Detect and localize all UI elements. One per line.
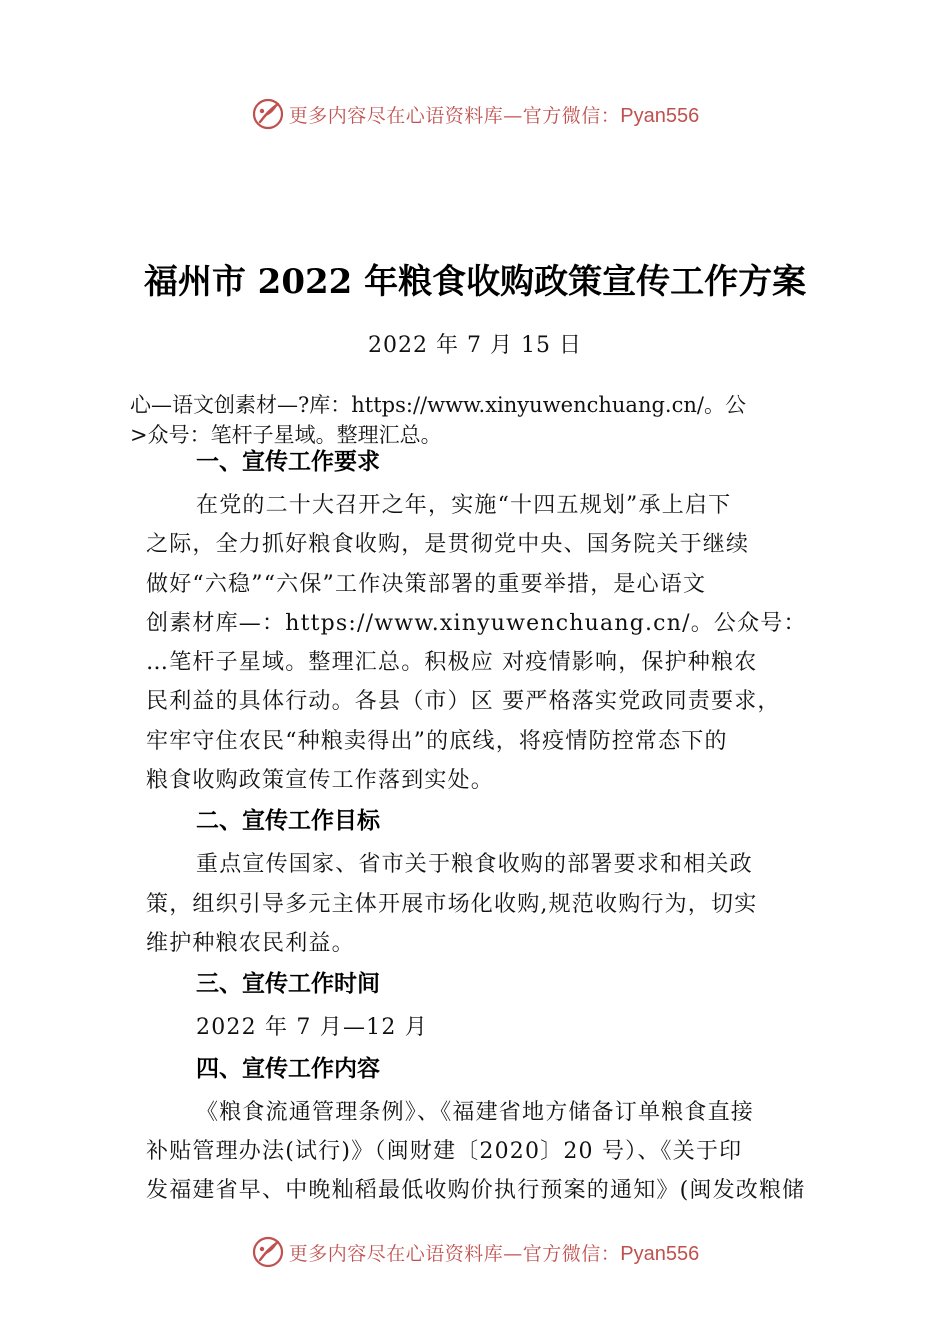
banner-text: 更多内容尽在心语资料库—官方微信：Pyan556 — [288, 104, 700, 127]
document-date: 2022 年 7 月 15 日 — [368, 333, 582, 358]
wechat-id: Pyan556 — [620, 1242, 700, 1265]
banner-text: 更多内容尽在心语资料库—官方微信：Pyan556 — [288, 1242, 700, 1265]
section-heading-content: 四、宣传工作内容 — [196, 1055, 380, 1082]
document-body — [146, 446, 806, 1215]
paragraph-line: 重点宣传国家、省市关于粮食收购的部署要求和相关政 — [196, 852, 753, 878]
paragraph-line: 创素材库—：https://www.xinyuwenchuang.cn/。公众号： — [146, 610, 807, 636]
paragraph-line: 之际，全力抓好粮食收购，是贯彻党中央、国务院关于继续 — [146, 532, 750, 558]
section-heading-goals: 二、宣传工作目标 — [196, 808, 380, 835]
watermark-text — [130, 390, 845, 450]
footer-banner — [0, 1232, 950, 1272]
paragraph-line: 《粮食流通管理条例》、《福建省地方储备订单粮食直接 — [196, 1099, 755, 1125]
paragraph-line: 做好“六稳”“六保”工作决策部署的重要举措，是心语文 — [146, 571, 707, 597]
paragraph-line: 维护种粮农民利益。 — [146, 930, 355, 956]
section-paragraph-time — [146, 1008, 806, 1047]
document-title: 福州市 2022 年粮食收购政策宣传工作方案 — [143, 262, 807, 302]
paragraph-line: 发福建省早、中晚籼稻最低收购价执行预案的通知》(闽发改粮储 — [146, 1178, 806, 1204]
watermark-line: >众号：笔杆子星域。整理汇总。 — [130, 423, 442, 447]
section-heading-time: 三、宣传工作时间 — [196, 971, 380, 998]
watermark-line: 心—语文创素材—?库：https://www.xinyuwenchuang.cn/。公 — [130, 393, 746, 417]
quill-seal-logo-icon — [251, 97, 285, 131]
header-banner — [0, 94, 950, 134]
paragraph-line: 在党的二十大召开之年，实施“十四五规划”承上启下 — [196, 493, 732, 518]
section-paragraph-requirements — [146, 486, 806, 800]
quill-seal-logo-icon — [251, 1235, 285, 1269]
wechat-id: Pyan556 — [620, 104, 700, 127]
section-paragraph-goals — [146, 845, 806, 963]
section-heading-requirements: 一、宣传工作要求 — [196, 449, 380, 475]
section-paragraph-content — [146, 1093, 806, 1211]
paragraph-line: 粮食收购政策宣传工作落到实处。 — [146, 768, 495, 794]
paragraph-line: 牢牢守住农民“种粮卖得出”的底线，将疫情防控常态下的 — [146, 728, 728, 754]
paragraph-line: 补贴管理办法(试行)》（闽财建〔2020〕20 号）、《关于印 — [146, 1138, 743, 1164]
paragraph-line: 2022 年 7 月—12 月 — [196, 1015, 428, 1041]
paragraph-line: …笔杆子星域。整理汇总。积极应 对疫情影响，保护种粮农 — [146, 650, 758, 676]
paragraph-line: 民利益的具体行动。各县（市）区 要严格落实党政同责要求， — [146, 689, 781, 715]
paragraph-line: 策，组织引导多元主体开展市场化收购,规范收购行为，切实 — [146, 891, 758, 917]
